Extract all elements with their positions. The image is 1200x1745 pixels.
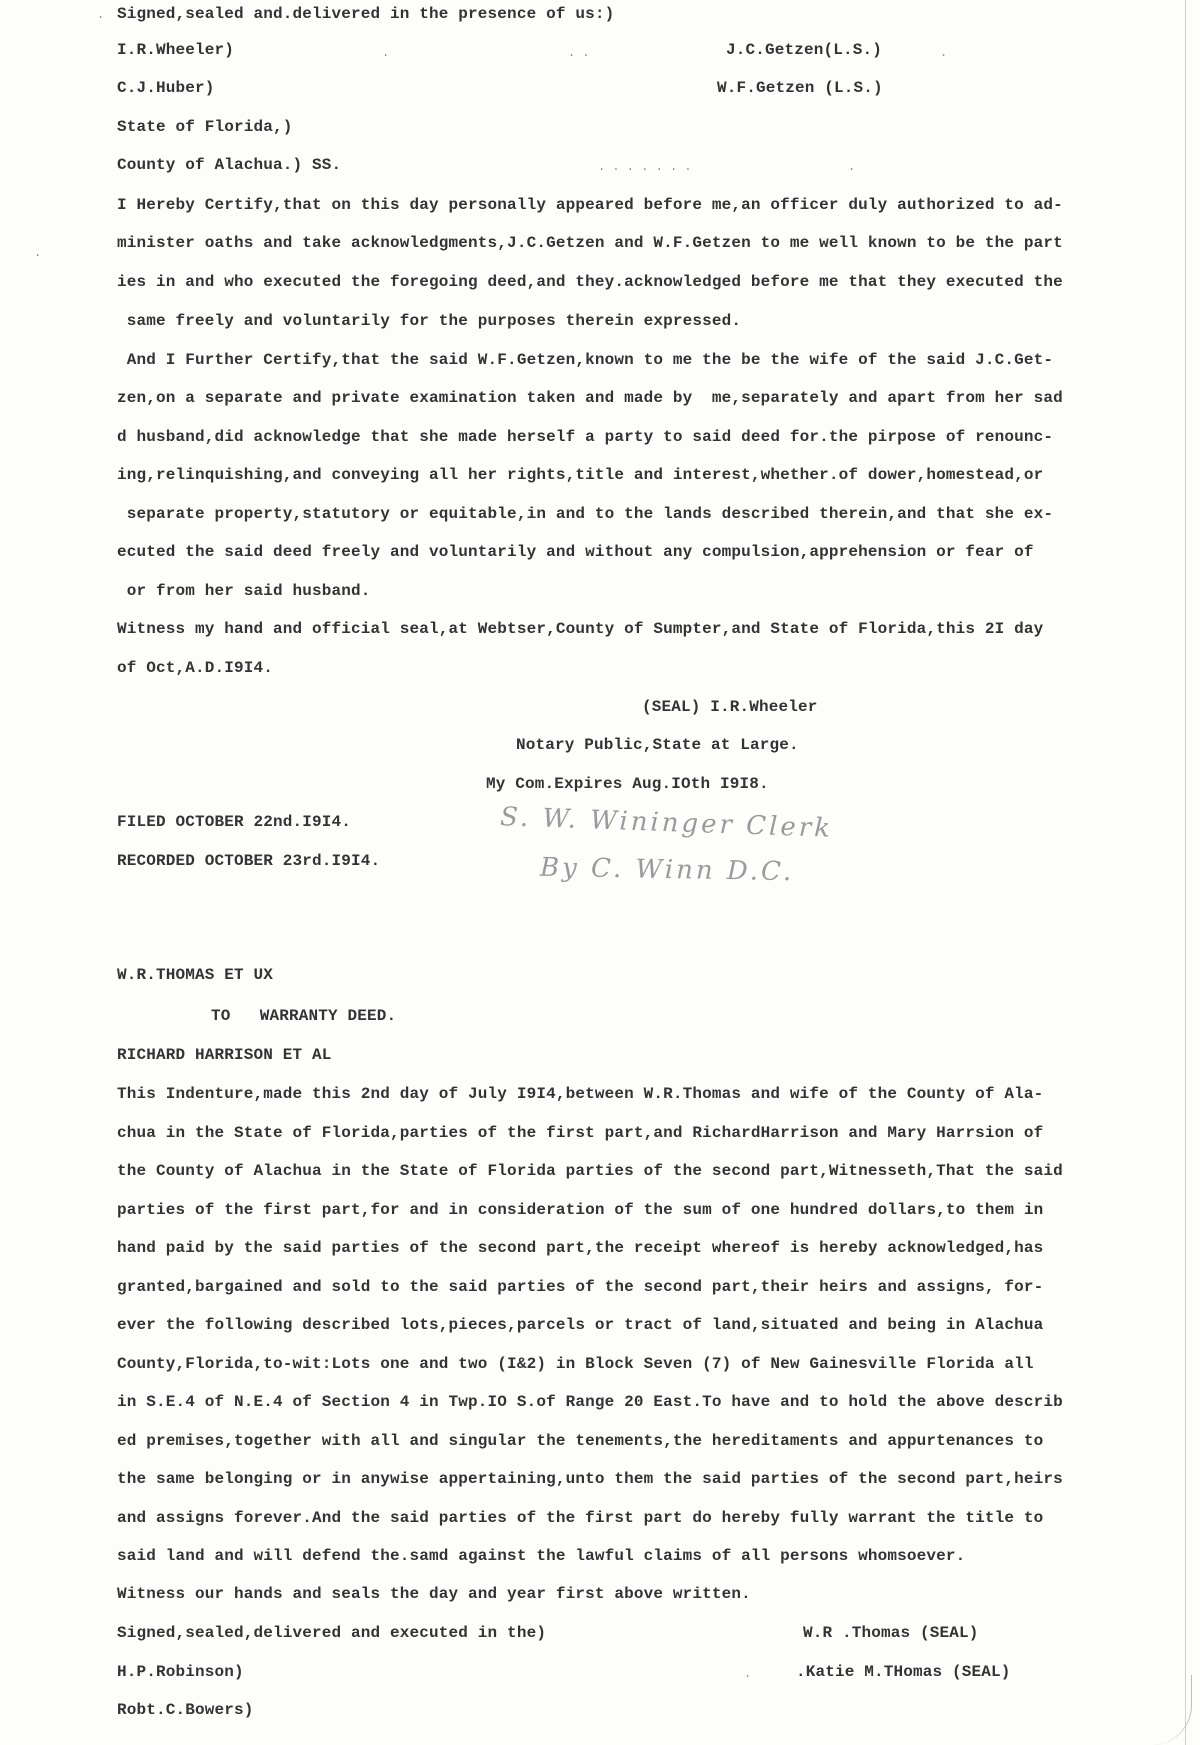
scan-speck: . bbox=[97, 8, 105, 22]
indenture-line-3: the County of Alachua in the State of Florida parties of the second part,Witnesseth,That the said bbox=[117, 1162, 1063, 1180]
notary-seal-name: (SEAL) I.R.Wheeler bbox=[642, 698, 818, 716]
grantor-wr-thomas: W.R .Thomas (SEAL) bbox=[803, 1624, 979, 1642]
scan-speck: . bbox=[848, 160, 856, 174]
notary-title: Notary Public,State at Large. bbox=[516, 736, 799, 754]
clerk-signature: S. W. Wininger Clerk bbox=[499, 802, 834, 844]
certify-line-9: separate property,statutory or equitable,in and to the lands described therein,and that she ex- bbox=[117, 505, 1054, 523]
certify-line-6: zen,on a separate and private examination taken and made by me,separately and apart from her sad bbox=[117, 389, 1063, 407]
certify-line-7: d husband,did acknowledge that she made herself a party to said deed for.the pirpose of renounc- bbox=[117, 428, 1054, 446]
certify-line-11: or from her said husband. bbox=[117, 582, 371, 600]
certify-line-12: Witness my hand and official seal,at Webtser,County of Sumpter,and State of Florida,this 2I day bbox=[117, 620, 1044, 638]
deputy-clerk-signature: By C. Winn D.C. bbox=[539, 852, 795, 888]
certify-line-1: I Hereby Certify,that on this day personally appeared before me,an officer duly authorized to ad- bbox=[117, 196, 1063, 214]
filed-date: FILED OCTOBER 22nd.I9I4. bbox=[117, 813, 352, 831]
witness-bowers: Robt.C.Bowers) bbox=[117, 1701, 254, 1719]
page-edge-line bbox=[1185, 0, 1186, 1745]
grantor-wf-getzen: W.F.Getzen (L.S.) bbox=[717, 79, 883, 97]
scan-speck: . bbox=[744, 1667, 752, 1681]
state-line: State of Florida,) bbox=[117, 118, 293, 136]
certify-line-8: ing,relinquishing,and conveying all her rights,title and interest,whether.of dower,homestead,or bbox=[117, 466, 1044, 484]
witness-robinson: H.P.Robinson) bbox=[117, 1663, 244, 1681]
indenture-line-12: and assigns forever.And the said parties of the first part do hereby fully warrant the title to bbox=[117, 1509, 1044, 1527]
indenture-line-13: said land and will defend the.samd against the lawful claims of all persons whomsoever. bbox=[117, 1547, 966, 1565]
scan-speck: . . bbox=[568, 46, 590, 60]
signed-presence-line: Signed,sealed and.delivered in the presence of us:) bbox=[117, 5, 615, 23]
certify-line-2: minister oaths and take acknowledgments,J.C.Getzen and W.F.Getzen to me well known to be the part bbox=[117, 234, 1063, 252]
scan-speck: . bbox=[382, 46, 390, 60]
scan-speck: . . . . . . . bbox=[598, 160, 692, 174]
indenture-line-4: parties of the first part,for and in consideration of the sum of one hundred dollars,to them in bbox=[117, 1201, 1044, 1219]
witness-wheeler: I.R.Wheeler) bbox=[117, 41, 235, 59]
indenture-line-10: ed premises,together with all and singular the tenements,the hereditaments and appurtenances to bbox=[117, 1432, 1044, 1450]
indenture-line-5: hand paid by the said parties of the second part,the receipt whereof is hereby acknowledged,has bbox=[117, 1239, 1044, 1257]
certify-line-10: ecuted the said deed freely and voluntarily and without any compulsion,apprehension or fear of bbox=[117, 543, 1034, 561]
signed-executed-line: Signed,sealed,delivered and executed in the) bbox=[117, 1624, 547, 1642]
certify-line-13: of Oct,A.D.I9I4. bbox=[117, 659, 274, 677]
indenture-line-2: chua in the State of Florida,parties of the first part,and RichardHarrison and Mary Harrsion of bbox=[117, 1124, 1044, 1142]
indenture-line-11: the same belonging or in anywise appertaining,unto them the said parties of the second part,heirs bbox=[117, 1470, 1063, 1488]
county-line: County of Alachua.) SS. bbox=[117, 156, 342, 174]
indenture-line-6: granted,bargained and sold to the said parties of the second part,their heirs and assigns, for- bbox=[117, 1278, 1044, 1296]
scan-speck: . bbox=[940, 46, 948, 60]
grantor-katie-thomas: .Katie M.THomas (SEAL) bbox=[796, 1663, 1011, 1681]
certify-line-5: And I Further Certify,that the said W.F.Getzen,known to me the be the wife of the said J.C.Get- bbox=[117, 351, 1054, 369]
indenture-line-1: This Indenture,made this 2nd day of July I9I4,between W.R.Thomas and wife of the County of Ala- bbox=[117, 1085, 1044, 1103]
notary-commission: My Com.Expires Aug.IOth I9I8. bbox=[486, 775, 769, 793]
indenture-line-8: County,Florida,to-wit:Lots one and two (I&2) in Block Seven (7) of New Gainesville Florida all bbox=[117, 1355, 1034, 1373]
indenture-line-14: Witness our hands and seals the day and year first above written. bbox=[117, 1585, 751, 1603]
indenture-line-7: ever the following described lots,pieces,parcels or tract of land,situated and being in Alachua bbox=[117, 1316, 1044, 1334]
scan-speck: . bbox=[34, 246, 42, 260]
indenture-line-9: in S.E.4 of N.E.4 of Section 4 in Twp.IO S.of Range 20 East.To have and to hold the above describ bbox=[117, 1393, 1063, 1411]
grantor-heading: W.R.THOMAS ET UX bbox=[117, 966, 274, 984]
deed-type-heading: TO WARRANTY DEED. bbox=[211, 1007, 397, 1025]
grantor-jc-getzen: J.C.Getzen(L.S.) bbox=[726, 41, 883, 59]
witness-huber: C.J.Huber) bbox=[117, 79, 215, 97]
certify-line-3: ies in and who executed the foregoing deed,and they.acknowledged before me that they executed the bbox=[117, 273, 1063, 291]
recorded-date: RECORDED OCTOBER 23rd.I9I4. bbox=[117, 852, 381, 870]
certify-line-4: same freely and voluntarily for the purposes therein expressed. bbox=[117, 312, 742, 330]
grantee-heading: RICHARD HARRISON ET AL bbox=[117, 1046, 332, 1064]
